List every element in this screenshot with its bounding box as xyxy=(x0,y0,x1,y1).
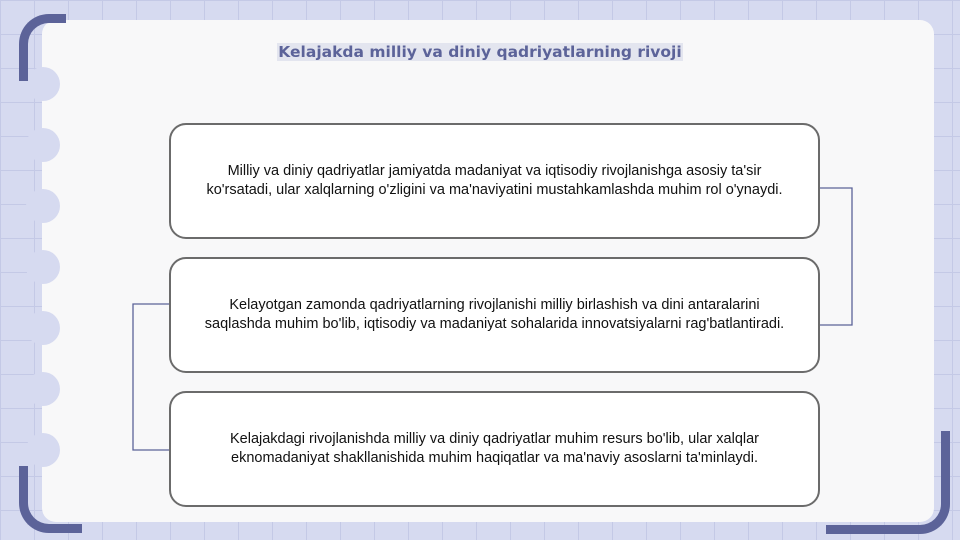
connector-right xyxy=(820,188,852,325)
text-block-3-content: Kelajakdagi rivojlanishda milliy va diniy qadriyatlar muhim resurs bo'lib, ular xalqlar eknomadaniyat shakllanishida muhim haqiqatlar va ma'naviy asoslarni ta'minlaydi. xyxy=(229,431,760,466)
connector-left xyxy=(133,304,169,450)
text-block-2 xyxy=(169,257,820,373)
slide-title-text: Kelajakda milliy va diniy qadriyatlarning rivoji xyxy=(278,43,682,61)
text-block-1 xyxy=(169,123,820,239)
text-block-3 xyxy=(169,391,820,507)
text-block-2-content: Kelayotgan zamonda qadriyatlarning rivojlanishi milliy birlashish va dini antaralarini saqlashda muhim bo'lib, iqtisodiy va madaniyat sohalarida innovatsiyalarni rag'batlantiradi. xyxy=(204,297,785,332)
text-block-1-content: Milliy va diniy qadriyatlar jamiyatda madaniyat va iqtisodiy rivojlanishga asosiy ta'sir ko'rsatadi, ular xalqlarning o'zligini va ma'naviyatini mustahkamlashda muhim rol o'ynaydi. xyxy=(206,163,783,198)
